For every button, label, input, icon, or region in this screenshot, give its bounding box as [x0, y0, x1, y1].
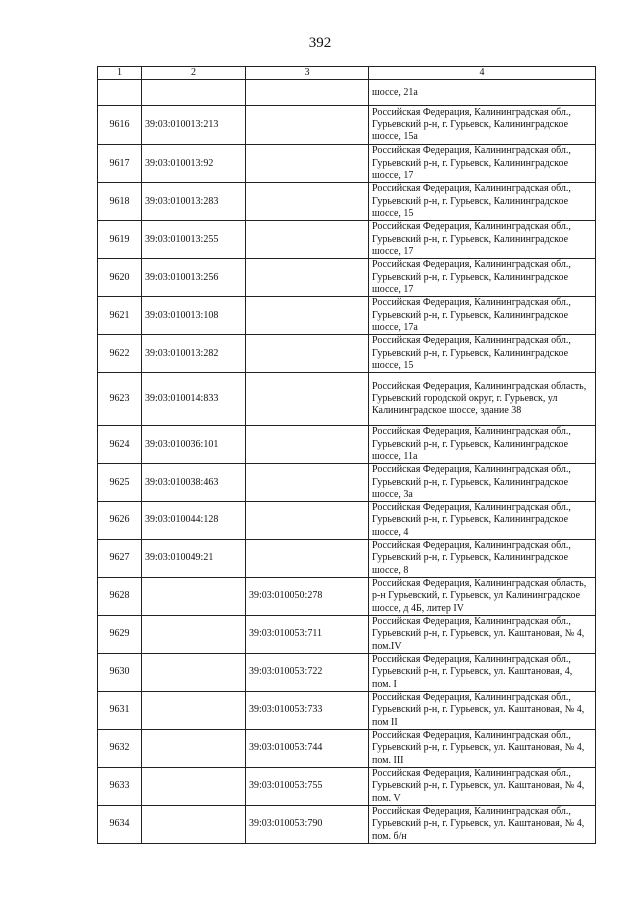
address-cell: Российская Федерация, Калининградская обл., Гурьевский р-н, г. Гурьевск, Калининградское шоссе, 17а — [369, 297, 596, 335]
row-number: 9620 — [98, 259, 142, 297]
column-header-1: 1 — [98, 67, 142, 80]
table-row — [98, 464, 596, 502]
table-row — [98, 373, 596, 426]
address-cell: Российская Федерация, Калининградская обл., Гурьевский р-н, г. Гурьевск, Калининградское шоссе, 11а — [369, 426, 596, 464]
cadastral-number-col2: 39:03:010013:213 — [142, 106, 246, 145]
address-cell: Российская Федерация, Калининградская обл., Гурьевский р-н, г. Гурьевск, Калининградское шоссе, 8 — [369, 540, 596, 578]
row-number: 9628 — [98, 578, 142, 616]
cadastral-number-col2 — [142, 730, 246, 768]
row-number: 9622 — [98, 335, 142, 373]
page-number: 392 — [308, 35, 332, 51]
cadastral-number-col3: 39:03:010053:790 — [246, 806, 369, 844]
address-cell: Российская Федерация, Калининградская обл., Гурьевский р-н, г. Гурьевск, Калининградское шоссе, 17 — [369, 145, 596, 183]
cadastral-number-col3 — [246, 80, 369, 106]
cadastral-number-col3: 39:03:010053:744 — [246, 730, 369, 768]
address-cell: Российская Федерация, Калининградская область, Гурьевский городской округ, г. Гурьевск, ул Калининградское шоссе, здание 38 — [369, 373, 596, 426]
row-number: 9623 — [98, 373, 142, 426]
column-header-4: 4 — [369, 67, 596, 80]
cadastral-number-col3 — [246, 540, 369, 578]
cadastral-number-col3 — [246, 183, 369, 221]
cadastral-number-col2: 39:03:010044:128 — [142, 502, 246, 540]
table-row — [98, 221, 596, 259]
row-number: 9627 — [98, 540, 142, 578]
cadastral-number-col3 — [246, 221, 369, 259]
cadastral-number-col2: 39:03:010013:283 — [142, 183, 246, 221]
cadastral-number-col2 — [142, 616, 246, 654]
cadastral-number-col3 — [246, 426, 369, 464]
cadastral-number-col3 — [246, 464, 369, 502]
cadastral-number-col2 — [142, 80, 246, 106]
cadastral-number-col3 — [246, 335, 369, 373]
row-number: 9630 — [98, 654, 142, 692]
table-row — [98, 145, 596, 183]
address-cell: шоссе, 21а — [369, 80, 596, 106]
table-row — [98, 335, 596, 373]
address-cell: Российская Федерация, Калининградская обл., Гурьевский р-н, г. Гурьевск, Калининградское шоссе, 17 — [369, 221, 596, 259]
table-row — [98, 578, 596, 616]
row-number: 9631 — [98, 692, 142, 730]
row-number: 9629 — [98, 616, 142, 654]
table-row — [98, 106, 596, 145]
row-number: 9626 — [98, 502, 142, 540]
address-cell: Российская Федерация, Калининградская обл., Гурьевский р-н, г. Гурьевск, ул. Каштановая, № 4, пом. б/н — [369, 806, 596, 844]
table-row — [98, 80, 596, 106]
cadastral-number-col2 — [142, 692, 246, 730]
table-row — [98, 692, 596, 730]
cadastral-number-col3 — [246, 106, 369, 145]
cadastral-number-col3 — [246, 145, 369, 183]
address-cell: Российская Федерация, Калининградская обл., Гурьевский р-н, г. Гурьевск, ул. Каштановая, № 4, пом. III — [369, 730, 596, 768]
cadastral-number-col2: 39:03:010013:282 — [142, 335, 246, 373]
cadastral-number-col3 — [246, 297, 369, 335]
address-cell: Российская Федерация, Калининградская обл., Гурьевский р-н, г. Гурьевск, Калининградское шоссе, 17 — [369, 259, 596, 297]
cadastral-number-col2: 39:03:010013:108 — [142, 297, 246, 335]
table-row — [98, 730, 596, 768]
row-number: 9632 — [98, 730, 142, 768]
address-cell: Российская Федерация, Калининградская обл., Гурьевский р-н, г. Гурьевск, ул. Каштановая, № 4, пом.IV — [369, 616, 596, 654]
address-cell: Российская Федерация, Калининградская обл., Гурьевский р-н, г. Гурьевск, Калининградское шоссе, 15 — [369, 183, 596, 221]
cadastral-number-col3: 39:03:010053:722 — [246, 654, 369, 692]
cadastral-number-col2 — [142, 578, 246, 616]
cadastral-number-col2 — [142, 654, 246, 692]
address-cell: Российская Федерация, Калининградская обл., Гурьевский р-н, г. Гурьевск, ул. Каштановая, № 4, пом. V — [369, 768, 596, 806]
cadastral-number-col2: 39:03:010038:463 — [142, 464, 246, 502]
cadastral-number-col2: 39:03:010049:21 — [142, 540, 246, 578]
row-number: 9616 — [98, 106, 142, 145]
cadastral-number-col3: 39:03:010050:278 — [246, 578, 369, 616]
column-header-3: 3 — [246, 67, 369, 80]
table-row — [98, 768, 596, 806]
cadastral-number-col2: 39:03:010036:101 — [142, 426, 246, 464]
cadastral-number-col3 — [246, 502, 369, 540]
address-cell: Российская Федерация, Калининградская обл., Гурьевский р-н, г. Гурьевск, Калининградское шоссе, 15 — [369, 335, 596, 373]
address-cell: Российская Федерация, Калининградская обл., Гурьевский р-н, г. Гурьевск, ул. Каштановая, № 4, пом II — [369, 692, 596, 730]
row-number: 9617 — [98, 145, 142, 183]
address-cell: Российская Федерация, Калининградская область, р-н Гурьевский, г. Гурьевск, ул Калининградское шоссе, д 4Б, литер IV — [369, 578, 596, 616]
row-number: 9624 — [98, 426, 142, 464]
row-number: 9619 — [98, 221, 142, 259]
cadastral-number-col2 — [142, 768, 246, 806]
address-cell: Российская Федерация, Калининградская обл., Гурьевский р-н, г. Гурьевск, Калининградское шоссе, 3а — [369, 464, 596, 502]
cadastral-number-col2 — [142, 806, 246, 844]
row-number: 9634 — [98, 806, 142, 844]
table-row — [98, 183, 596, 221]
cadastral-number-col3: 39:03:010053:711 — [246, 616, 369, 654]
cadastral-number-col2: 39:03:010014:833 — [142, 373, 246, 426]
cadastral-number-col3: 39:03:010053:733 — [246, 692, 369, 730]
cadastral-number-col2: 39:03:010013:255 — [142, 221, 246, 259]
table-row — [98, 540, 596, 578]
table-row — [98, 259, 596, 297]
cadastral-number-col3: 39:03:010053:755 — [246, 768, 369, 806]
row-number: 9633 — [98, 768, 142, 806]
row-number — [98, 80, 142, 106]
cadastral-number-col2: 39:03:010013:92 — [142, 145, 246, 183]
table-header — [98, 67, 596, 80]
table-row — [98, 654, 596, 692]
registry-table — [97, 66, 596, 844]
cadastral-number-col3 — [246, 259, 369, 297]
table-row — [98, 806, 596, 844]
row-number: 9625 — [98, 464, 142, 502]
cadastral-number-col3 — [246, 373, 369, 426]
table-row — [98, 502, 596, 540]
address-cell: Российская Федерация, Калининградская обл., Гурьевский р-н, г. Гурьевск, Калининградское шоссе, 4 — [369, 502, 596, 540]
table-row — [98, 426, 596, 464]
address-cell: Российская Федерация, Калининградская обл., Гурьевский р-н, г. Гурьевск, Калининградское шоссе, 15а — [369, 106, 596, 145]
table-row — [98, 616, 596, 654]
table-body — [98, 80, 596, 844]
cadastral-number-col2: 39:03:010013:256 — [142, 259, 246, 297]
table-row — [98, 297, 596, 335]
row-number: 9621 — [98, 297, 142, 335]
row-number: 9618 — [98, 183, 142, 221]
column-header-2: 2 — [142, 67, 246, 80]
address-cell: Российская Федерация, Калининградская обл., Гурьевский р-н, г. Гурьевск, ул. Каштановая, 4, пом. I — [369, 654, 596, 692]
